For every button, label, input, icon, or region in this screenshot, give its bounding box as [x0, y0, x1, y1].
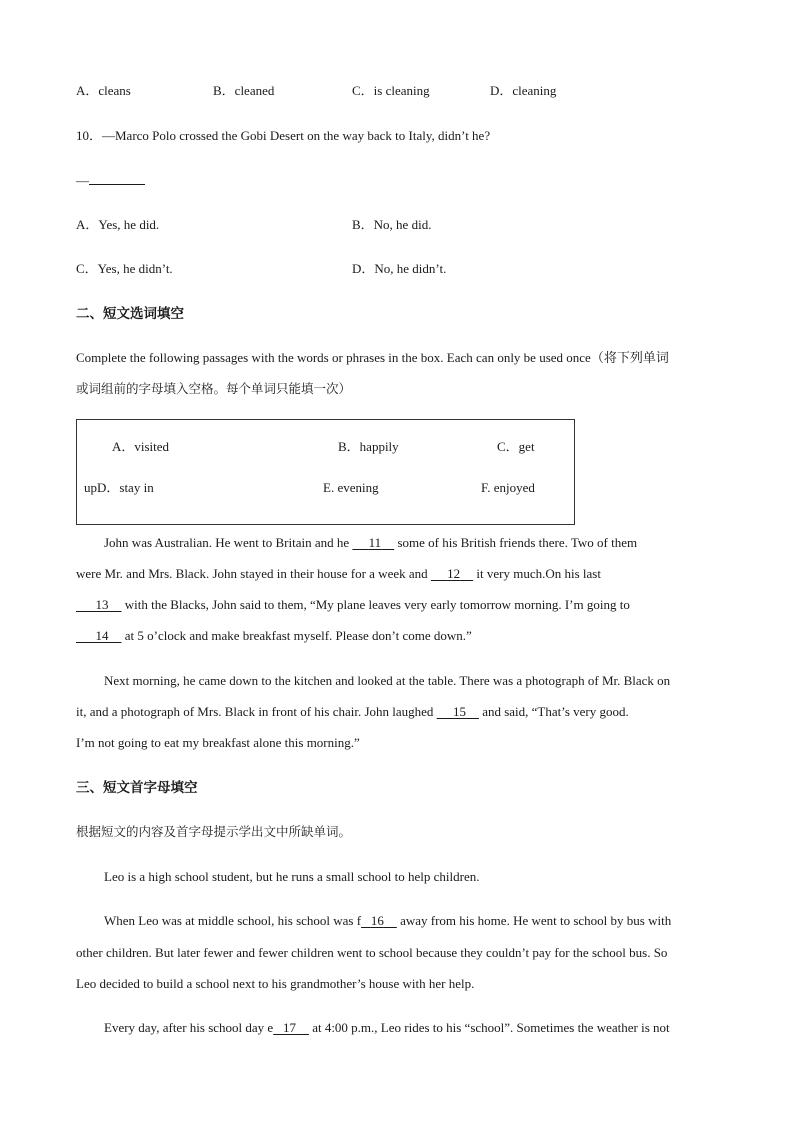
section3-instruction: 根据短文的内容及首字母提示学出文中所缺单词。 — [76, 824, 352, 839]
q9-option-c: C．is cleaning — [352, 83, 430, 98]
q9-option-d: D．cleaning — [490, 83, 557, 98]
section2-instruction-line2: 或词组前的字母填入空格。每个单词只能填一次） — [76, 381, 352, 396]
section3-paragraph-1: Leo is a high school student, but he runs a small school to help children. — [104, 869, 480, 884]
q9-option-b: B．cleaned — [213, 83, 275, 98]
word-box-item-b: B．happily — [338, 439, 399, 454]
word-box — [76, 419, 575, 525]
section2-instruction-line1: Complete the following passages with the words or phrases in the box. Each can only be used once（将下列单词 — [76, 350, 669, 365]
q9-option-a: A．cleans — [76, 83, 131, 98]
q10-answer-blank — [89, 172, 145, 185]
q10-option-c: C．Yes, he didn’t. — [76, 261, 173, 276]
blank-16: 16 — [370, 913, 384, 928]
passage-line-3: 13 with the Blacks, John said to them, “My plane leaves very early tomorrow morning. I’m going to — [76, 597, 630, 613]
section3-heading: 三、短文首字母填空 — [76, 780, 198, 796]
passage-line-2: were Mr. and Mrs. Black. John stayed in their house for a week and 12 it very much.On his last — [76, 566, 601, 581]
q10-option-b: B．No, he did. — [352, 217, 432, 232]
passage-line-7: I’m not going to eat my breakfast alone this morning.” — [76, 735, 360, 750]
passage-line-1: John was Australian. He went to Britain and he 11 some of his British friends there. Two of them — [104, 535, 638, 550]
blank-14: 14 — [95, 628, 109, 643]
section3-paragraph-3: Every day, after his school day e 17 at 4:00 p.m., Leo rides to his “school”. Sometimes the weather is not — [104, 1020, 670, 1035]
word-box-item-d: upD．stay in — [84, 480, 154, 495]
section3-para2-line-1: When Leo was at middle school, his school was f 16 away from his home. He went to school by bus with — [104, 913, 672, 928]
blank-11: 11 — [368, 535, 382, 550]
word-box-item-a: A．visited — [112, 439, 170, 454]
q10-stem: 10．—Marco Polo crossed the Gobi Desert on the way back to Italy, didn’t he? — [76, 128, 491, 143]
q10-option-d: D．No, he didn’t. — [352, 261, 447, 276]
blank-15: 15 — [452, 704, 466, 719]
blank-12: 12 — [447, 566, 461, 581]
word-box-item-e: E. evening — [323, 480, 379, 495]
section2-heading: 二、短文选词填空 — [76, 306, 184, 322]
blank-13: 13 — [95, 597, 109, 612]
blank-17: 17 — [282, 1020, 296, 1035]
section3-para2-line-3: Leo decided to build a school next to his grandmother’s house with her help. — [76, 976, 475, 991]
q10-option-a: A．Yes, he did. — [76, 217, 160, 232]
passage-line-5: Next morning, he came down to the kitchen and looked at the table. There was a photograph of Mr. Black on — [104, 673, 671, 688]
q10-answer-line — [76, 172, 145, 189]
section3-para2-line-2: other children. But later fewer and fewer children went to school because they couldn’t pay for the school bus. So — [76, 945, 668, 960]
passage-line-4: 14 at 5 o’clock and make breakfast myself. Please don’t come down.” — [76, 628, 472, 644]
word-box-item-f: F. enjoyed — [481, 480, 535, 495]
word-box-item-c: C．get — [497, 439, 535, 454]
q10-answer-prefix: — — [76, 173, 89, 188]
passage-line-6: it, and a photograph of Mrs. Black in front of his chair. John laughed 15 and said, “That’s very good. — [76, 704, 629, 719]
